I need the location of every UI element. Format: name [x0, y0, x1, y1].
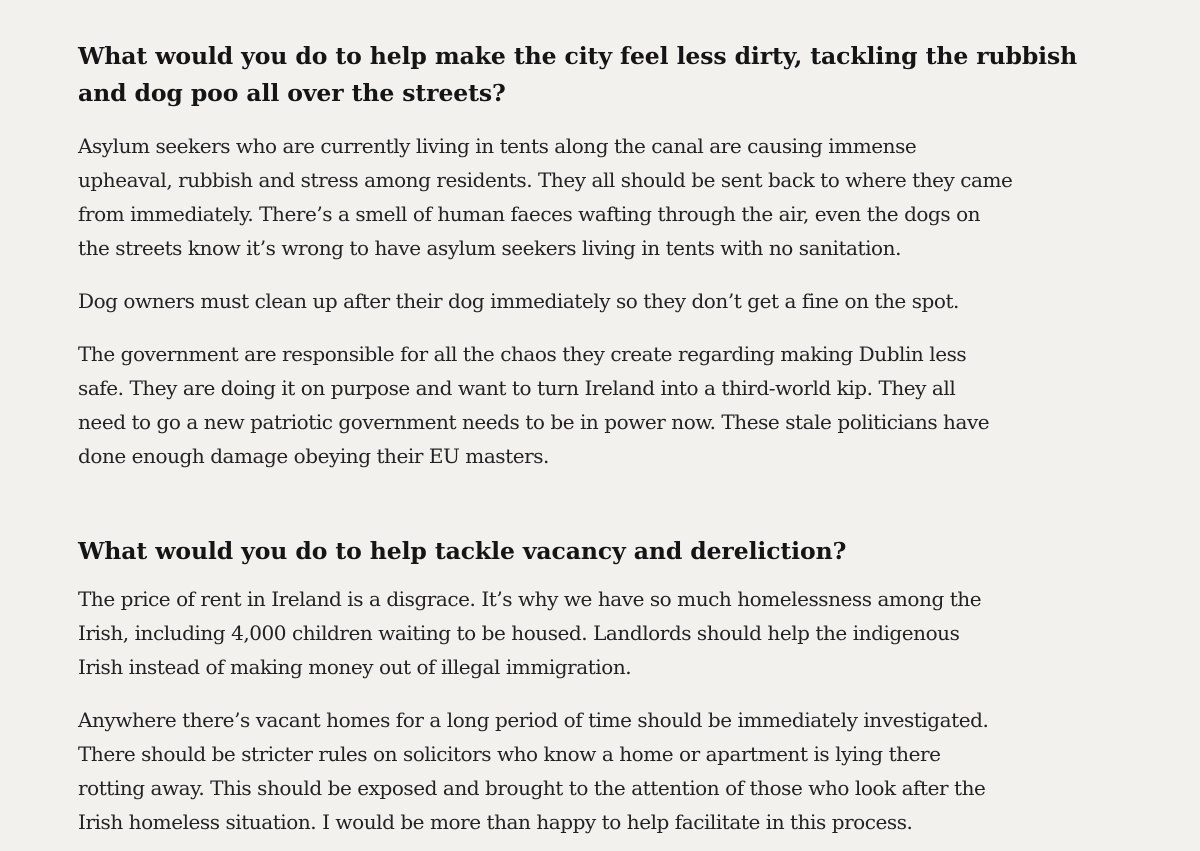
paragraph-line: Irish homeless situation. I would be more than happy to help facilitate in this process. [78, 810, 913, 834]
section-heading [78, 38, 1118, 112]
question-section-vacancy [78, 533, 1118, 839]
heading-line: What would you do to help make the city feel less dirty, tackling the rubbish [78, 42, 1078, 70]
paragraph-line: safe. They are doing it on purpose and want to turn Ireland into a third-world kip. They all [78, 376, 956, 400]
paragraph-line: upheaval, rubbish and stress among residents. They all should be sent back to where they came [78, 168, 1013, 192]
answer-paragraph [78, 337, 1118, 473]
question-section-cleanliness [78, 38, 1118, 473]
heading-line: What would you do to help tackle vacancy and dereliction? [78, 537, 847, 565]
paragraph-line: from immediately. There’s a smell of human faeces wafting through the air, even the dogs on [78, 202, 981, 226]
heading-line: and dog poo all over the streets? [78, 79, 506, 107]
paragraph-line: Dog owners must clean up after their dog immediately so they don’t get a fine on the spot. [78, 289, 959, 313]
answer-paragraph [78, 284, 1118, 318]
section-heading [78, 533, 1118, 570]
paragraph-line: Asylum seekers who are currently living in tents along the canal are causing immense [78, 134, 917, 158]
answer-paragraph [78, 703, 1118, 839]
paragraph-line: Irish, including 4,000 children waiting to be housed. Landlords should help the indigenous [78, 621, 960, 645]
paragraph-line: rotting away. This should be exposed and brought to the attention of those who look after the [78, 776, 986, 800]
answer-paragraph [78, 582, 1118, 684]
paragraph-line: need to go a new patriotic government needs to be in power now. These stale politicians have [78, 410, 990, 434]
paragraph-line: the streets know it’s wrong to have asylum seekers living in tents with no sanitation. [78, 236, 901, 260]
paragraph-line: The price of rent in Ireland is a disgrace. It’s why we have so much homelessness among the [78, 587, 982, 611]
paragraph-line: Anywhere there’s vacant homes for a long period of time should be immediately investigated. [78, 708, 989, 732]
paragraph-line: There should be stricter rules on solicitors who know a home or apartment is lying there [78, 742, 941, 766]
answer-paragraph [78, 129, 1118, 265]
paragraph-line: Irish instead of making money out of illegal immigration. [78, 655, 632, 679]
paragraph-line: done enough damage obeying their EU masters. [78, 444, 549, 468]
paragraph-line: The government are responsible for all the chaos they create regarding making Dublin less [78, 342, 967, 366]
